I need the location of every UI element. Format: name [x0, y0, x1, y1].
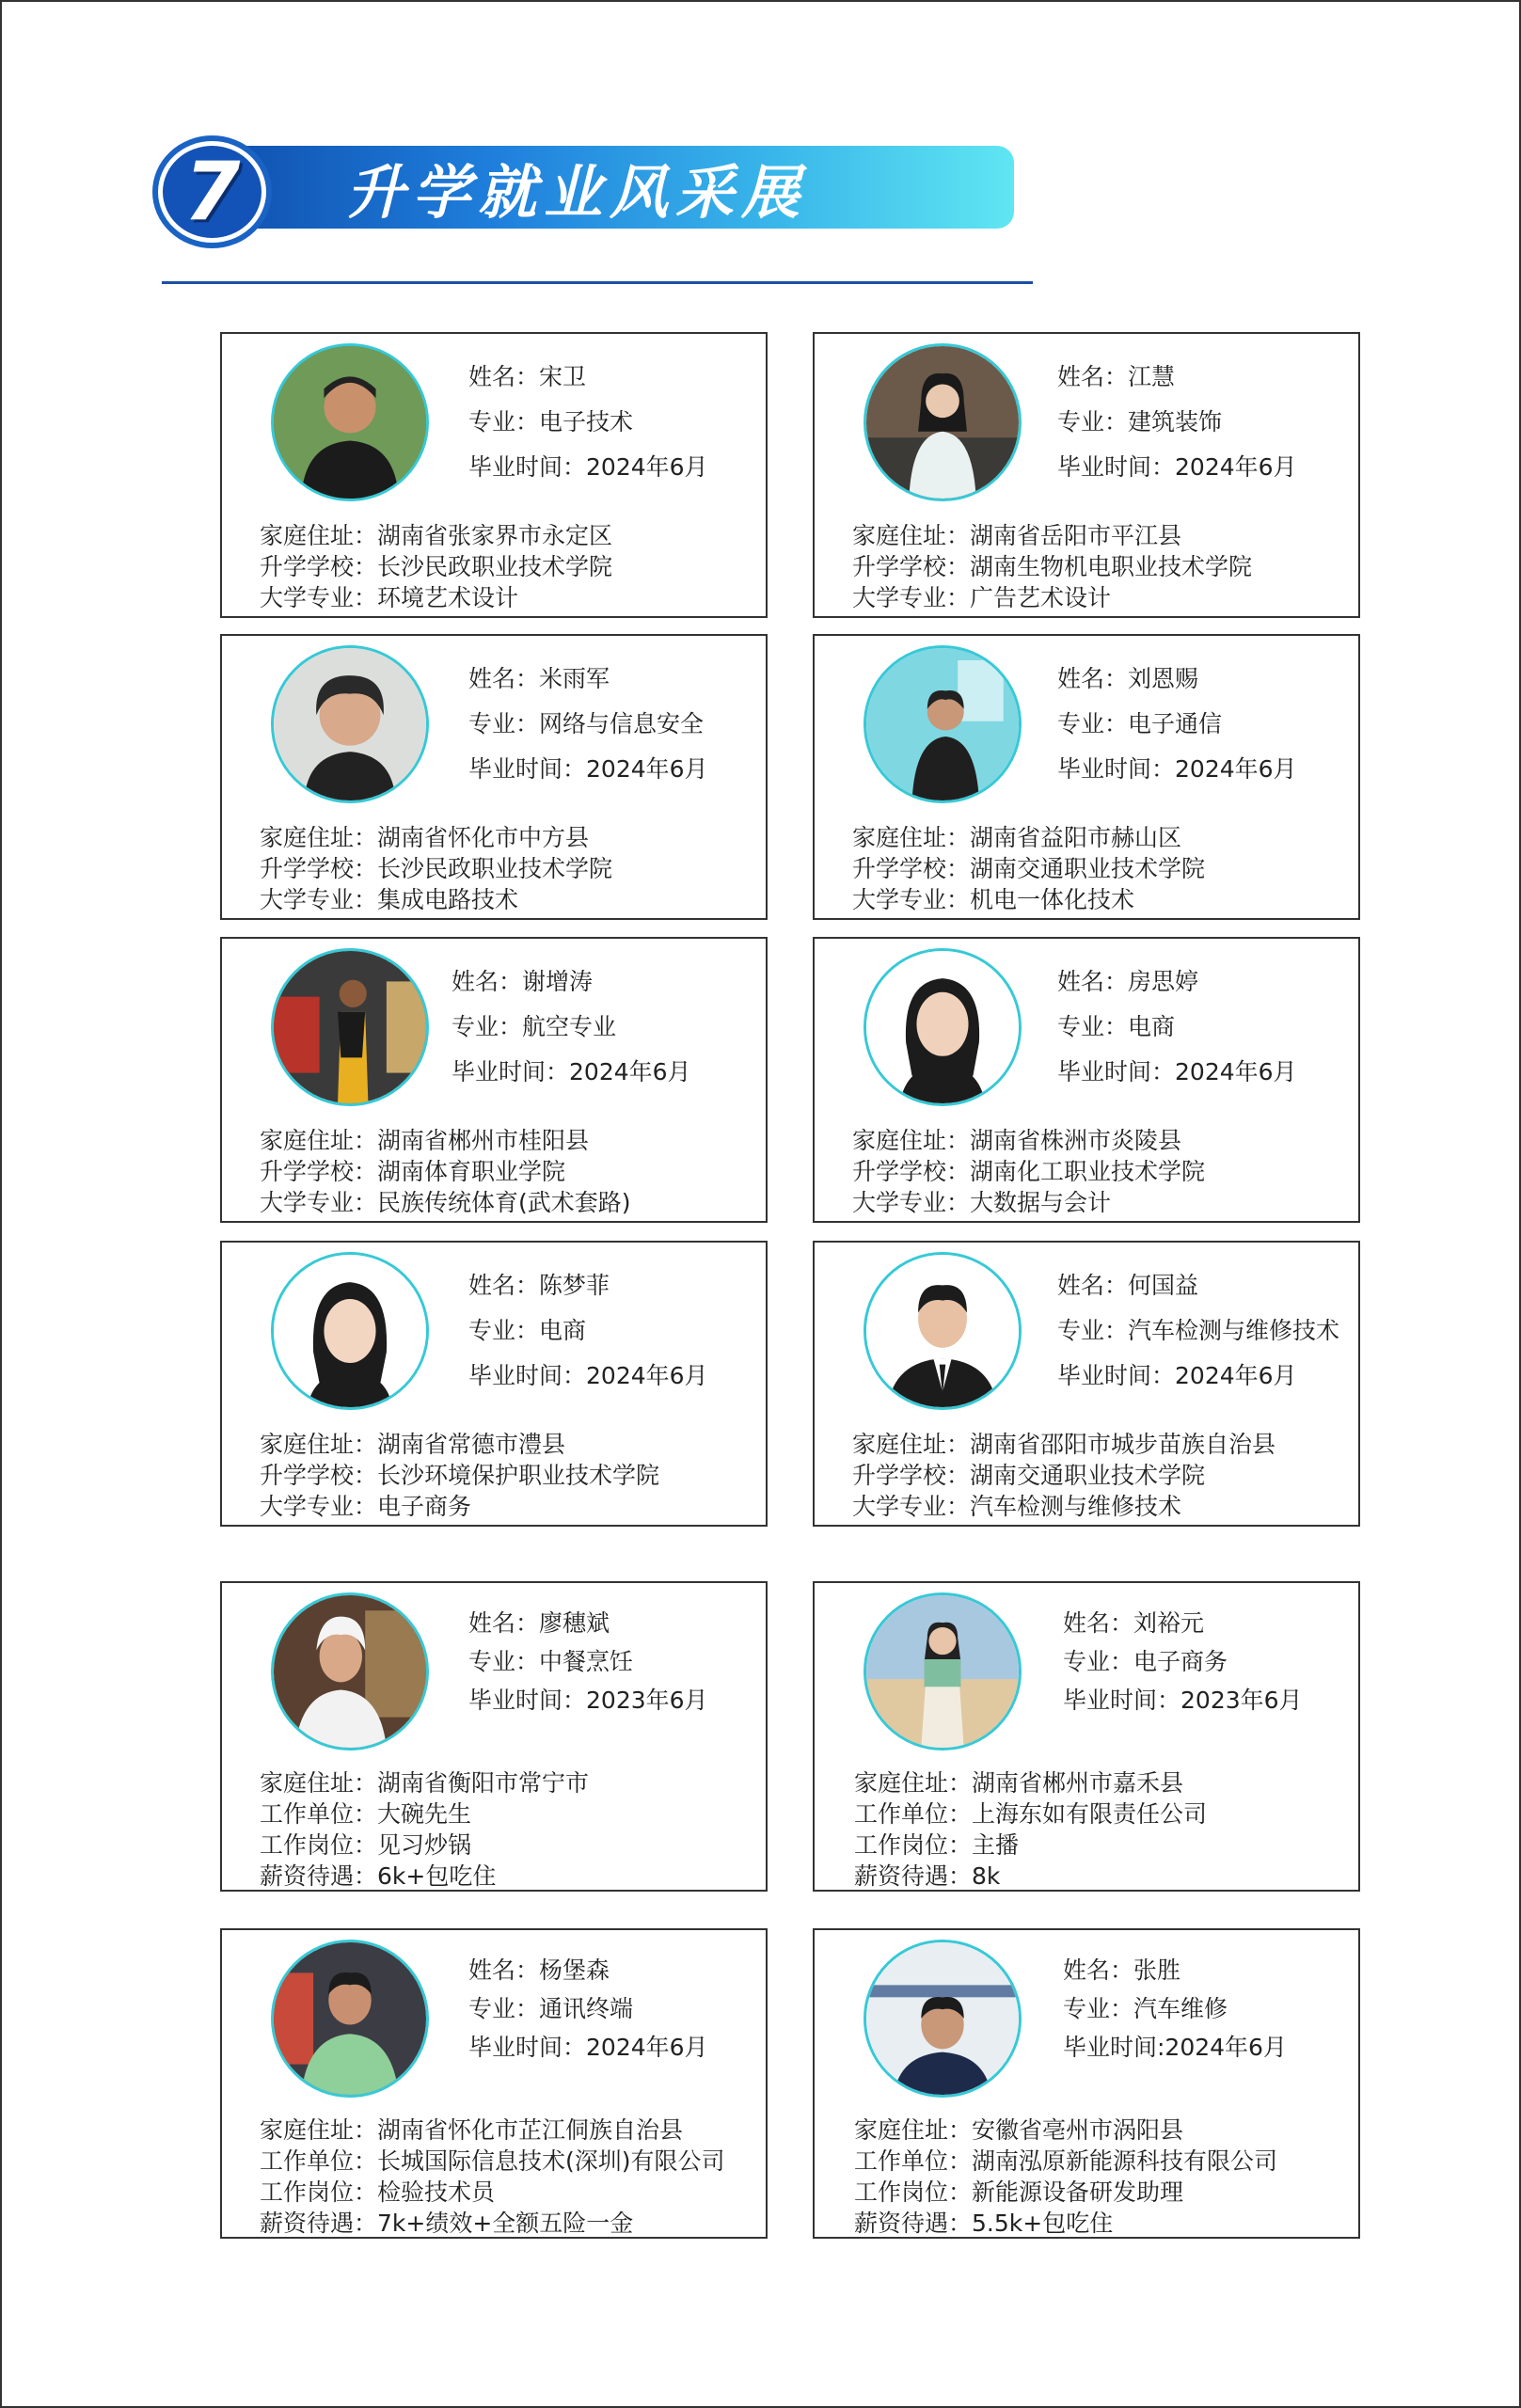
student-details: 家庭住址：湖南省益阳市赫山区 升学学校：湖南交通职业技术学院 大学专业：机电一体化技术 — [852, 824, 1206, 913]
student-major: 网络与信息安全 — [539, 710, 705, 737]
person-avatar-icon — [274, 346, 426, 499]
college-name: 长沙民政职业技术学院 — [377, 855, 613, 882]
person-avatar-icon — [866, 1942, 1019, 2095]
student-name: 米雨军 — [539, 665, 610, 692]
employee-major: 中餐烹饪 — [539, 1648, 634, 1675]
person-avatar-icon — [274, 1255, 426, 1407]
student-major: 汽车检测与维修技术 — [1128, 1317, 1340, 1344]
college-major: 集成电路技术 — [377, 886, 519, 913]
job-position: 见习炒锅 — [377, 1831, 472, 1859]
section-title: 升学就业风采展 — [346, 158, 808, 227]
student-photo — [863, 1252, 1022, 1410]
student-details: 家庭住址：湖南省邵阳市城步苗族自治县 升学学校：湖南交通职业技术学院 大学专业：汽车检测与维修技术 — [852, 1431, 1276, 1520]
salary: 7k+绩效+全额五险一金 — [377, 2210, 634, 2237]
graduation-date: 2024年6月 — [586, 755, 708, 783]
graduation-date: 2024年6月 — [1175, 453, 1297, 481]
employee-card — [220, 1581, 768, 1892]
student-name: 江慧 — [1128, 363, 1176, 390]
student-photo — [863, 343, 1022, 501]
college-name: 湖南交通职业技术学院 — [970, 855, 1206, 882]
student-major: 航空专业 — [522, 1013, 617, 1040]
employee-major: 电子商务 — [1133, 1648, 1228, 1675]
college-major: 汽车检测与维修技术 — [970, 1493, 1182, 1520]
employee-card — [220, 1928, 768, 2239]
person-avatar-icon — [866, 1595, 1019, 1748]
employee-details: 家庭住址：湖南省怀化市芷江侗族自治县 工作单位：长城国际信息技术(深圳)有限公司 工作岗位：检验技术员 薪资待遇：7k+绩效+全额五险一金 — [260, 2116, 725, 2237]
employee-card — [813, 1581, 1360, 1892]
college-name: 湖南交通职业技术学院 — [970, 1462, 1206, 1489]
job-position: 主播 — [972, 1831, 1020, 1859]
graduation-date: 2024年6月 — [1175, 755, 1297, 783]
employee-basic-info: 姓名：杨堡森 专业：通讯终端 毕业时间：2024年6月 — [468, 1956, 708, 2061]
section-number: 7 — [183, 145, 241, 239]
graduation-date: 2024年6月 — [1175, 1362, 1297, 1389]
home-address: 湖南省益阳市赫山区 — [970, 824, 1182, 851]
graduation-date: 2024年6月 — [586, 2034, 708, 2061]
student-name: 谢增涛 — [522, 968, 594, 995]
student-card — [220, 1241, 768, 1527]
graduation-date: 2024年6月 — [1175, 1058, 1297, 1085]
home-address: 湖南省邵阳市城步苗族自治县 — [970, 1431, 1276, 1458]
home-address: 湖南省怀化市芷江侗族自治县 — [377, 2116, 684, 2144]
person-avatar-icon — [866, 951, 1019, 1103]
college-major: 机电一体化技术 — [970, 886, 1135, 913]
job-position: 新能源设备研发助理 — [972, 2178, 1184, 2206]
student-name: 刘恩赐 — [1128, 665, 1199, 692]
employee-details: 家庭住址：湖南省衡阳市常宁市 工作单位：大碗先生 工作岗位：见习炒锅 薪资待遇：6k+包吃住 — [260, 1769, 590, 1890]
employee-basic-info: 姓名：刘裕元 专业：电子商务 毕业时间：2023年6月 — [1063, 1609, 1303, 1714]
student-details: 家庭住址：湖南省常德市澧县 升学学校：长沙环境保护职业技术学院 大学专业：电子商务 — [260, 1431, 660, 1520]
student-basic-info: 姓名：陈梦菲 专业：电商 毕业时间：2024年6月 — [468, 1272, 708, 1389]
person-avatar-icon — [274, 1595, 426, 1748]
student-photo — [863, 645, 1022, 803]
home-address: 湖南省怀化市中方县 — [377, 824, 590, 851]
college-name: 湖南生物机电职业技术学院 — [970, 553, 1253, 580]
student-card — [813, 1241, 1360, 1527]
home-address: 湖南省郴州市桂阳县 — [377, 1127, 590, 1154]
student-basic-info: 姓名：米雨军 专业：网络与信息安全 毕业时间：2024年6月 — [468, 665, 708, 783]
job-position: 检验技术员 — [377, 2178, 496, 2206]
student-photo — [863, 948, 1022, 1106]
student-name: 房思婷 — [1128, 968, 1199, 995]
employee-name: 张胜 — [1133, 1956, 1181, 1984]
college-major: 大数据与会计 — [970, 1189, 1112, 1216]
student-card — [813, 332, 1360, 618]
employee-basic-info: 姓名：张胜 专业：汽车维修 毕业时间:2024年6月 — [1063, 1956, 1287, 2061]
employer-name: 湖南泓原新能源科技有限公司 — [972, 2147, 1278, 2175]
graduation-date: 2023年6月 — [586, 1687, 708, 1714]
student-card — [220, 937, 768, 1223]
student-photo — [271, 948, 429, 1106]
salary: 5.5k+包吃住 — [972, 2210, 1114, 2237]
student-card — [220, 332, 768, 618]
home-address: 湖南省郴州市嘉禾县 — [972, 1769, 1184, 1797]
home-address: 湖南省岳阳市平江县 — [970, 522, 1182, 549]
student-basic-info: 姓名：何国益 专业：汽车检测与维修技术 毕业时间：2024年6月 — [1057, 1272, 1340, 1389]
employee-photo — [863, 1592, 1022, 1751]
college-name: 湖南体育职业学院 — [377, 1158, 566, 1185]
college-name: 湖南化工职业技术学院 — [970, 1158, 1206, 1185]
student-major: 电子通信 — [1128, 710, 1223, 737]
employee-card — [813, 1928, 1360, 2239]
home-address: 湖南省常德市澧县 — [377, 1431, 566, 1458]
student-name: 宋卫 — [539, 363, 587, 390]
college-name: 长沙环境保护职业技术学院 — [377, 1462, 660, 1489]
employee-major: 通讯终端 — [539, 1995, 634, 2022]
employee-major: 汽车维修 — [1133, 1995, 1228, 2022]
employee-name: 刘裕元 — [1133, 1609, 1205, 1637]
student-name: 陈梦菲 — [539, 1272, 610, 1299]
graduation-date: 2024年6月 — [586, 453, 708, 481]
salary: 6k+包吃住 — [377, 1862, 497, 1890]
student-photo — [271, 1252, 429, 1410]
header-divider — [162, 281, 1033, 284]
student-basic-info: 姓名：房思婷 专业：电商 毕业时间：2024年6月 — [1057, 968, 1297, 1085]
person-avatar-icon — [866, 346, 1019, 499]
student-details: 家庭住址：湖南省张家界市永定区 升学学校：长沙民政职业技术学院 大学专业：环境艺术设计 — [260, 522, 613, 611]
student-major: 电商 — [1128, 1013, 1176, 1040]
graduation-date: 2023年6月 — [1180, 1687, 1303, 1714]
home-address: 安徽省亳州市涡阳县 — [972, 2116, 1184, 2144]
graduation-date: 2024年6月 — [586, 1362, 708, 1389]
student-basic-info: 姓名：江慧 专业：建筑装饰 毕业时间：2024年6月 — [1057, 363, 1297, 481]
person-avatar-icon — [866, 648, 1019, 800]
employee-name: 廖穗斌 — [539, 1609, 610, 1637]
header-banner — [214, 146, 1014, 229]
college-major: 民族传统体育(武术套路) — [377, 1189, 631, 1216]
student-photo — [271, 343, 429, 501]
student-details: 家庭住址：湖南省岳阳市平江县 升学学校：湖南生物机电职业技术学院 大学专业：广告艺术设计 — [852, 522, 1253, 611]
student-major: 电子技术 — [539, 408, 634, 436]
employee-details: 家庭住址：安徽省亳州市涡阳县 工作单位：湖南泓原新能源科技有限公司 工作岗位：新能源设备研发助理 薪资待遇：5.5k+包吃住 — [854, 2116, 1278, 2237]
student-basic-info: 姓名：刘恩赐 专业：电子通信 毕业时间：2024年6月 — [1057, 665, 1297, 783]
graduation-date: 2024年6月 — [569, 1058, 691, 1085]
employee-name: 杨堡森 — [539, 1956, 610, 1984]
home-address: 湖南省衡阳市常宁市 — [377, 1769, 590, 1797]
person-avatar-icon — [274, 1942, 426, 2095]
employee-photo — [863, 1940, 1022, 2098]
college-major: 电子商务 — [377, 1493, 472, 1520]
student-card — [220, 634, 768, 920]
employer-name: 上海东如有限责任公司 — [972, 1800, 1208, 1828]
student-details: 家庭住址：湖南省怀化市中方县 升学学校：长沙民政职业技术学院 大学专业：集成电路技术 — [260, 824, 613, 913]
employee-photo — [271, 1940, 429, 2098]
college-name: 长沙民政职业技术学院 — [377, 553, 613, 580]
graduation-date: 毕业时间:2024年6月 — [1063, 2034, 1287, 2061]
student-card — [813, 937, 1360, 1223]
student-details: 家庭住址：湖南省株洲市炎陵县 升学学校：湖南化工职业技术学院 大学专业：大数据与会计 — [852, 1127, 1206, 1216]
employer-name: 长城国际信息技术(深圳)有限公司 — [377, 2147, 725, 2175]
student-major: 电商 — [539, 1317, 587, 1344]
section-number-badge — [158, 141, 266, 243]
employee-photo — [271, 1592, 429, 1751]
student-basic-info: 姓名：谢增涛 专业：航空专业 毕业时间：2024年6月 — [452, 968, 691, 1085]
person-avatar-icon — [274, 648, 426, 800]
student-details: 家庭住址：湖南省郴州市桂阳县 升学学校：湖南体育职业学院 大学专业：民族传统体育(武术套路) — [260, 1127, 631, 1216]
student-photo — [271, 645, 429, 803]
salary: 8k — [972, 1862, 1001, 1890]
home-address: 湖南省张家界市永定区 — [377, 522, 613, 549]
person-avatar-icon — [274, 951, 426, 1103]
student-card — [813, 634, 1360, 920]
employee-basic-info: 姓名：廖穗斌 专业：中餐烹饪 毕业时间：2023年6月 — [468, 1609, 708, 1714]
home-address: 湖南省株洲市炎陵县 — [970, 1127, 1182, 1154]
employer-name: 大碗先生 — [377, 1800, 472, 1828]
college-major: 环境艺术设计 — [377, 584, 519, 611]
section-header — [158, 141, 1033, 239]
student-major: 建筑装饰 — [1128, 408, 1223, 436]
college-major: 广告艺术设计 — [970, 584, 1112, 611]
employee-details: 家庭住址：湖南省郴州市嘉禾县 工作单位：上海东如有限责任公司 工作岗位：主播 薪资待遇：8k — [854, 1769, 1208, 1890]
student-basic-info: 姓名：宋卫 专业：电子技术 毕业时间：2024年6月 — [468, 363, 708, 481]
student-name: 何国益 — [1128, 1272, 1199, 1299]
person-avatar-icon — [866, 1255, 1019, 1407]
